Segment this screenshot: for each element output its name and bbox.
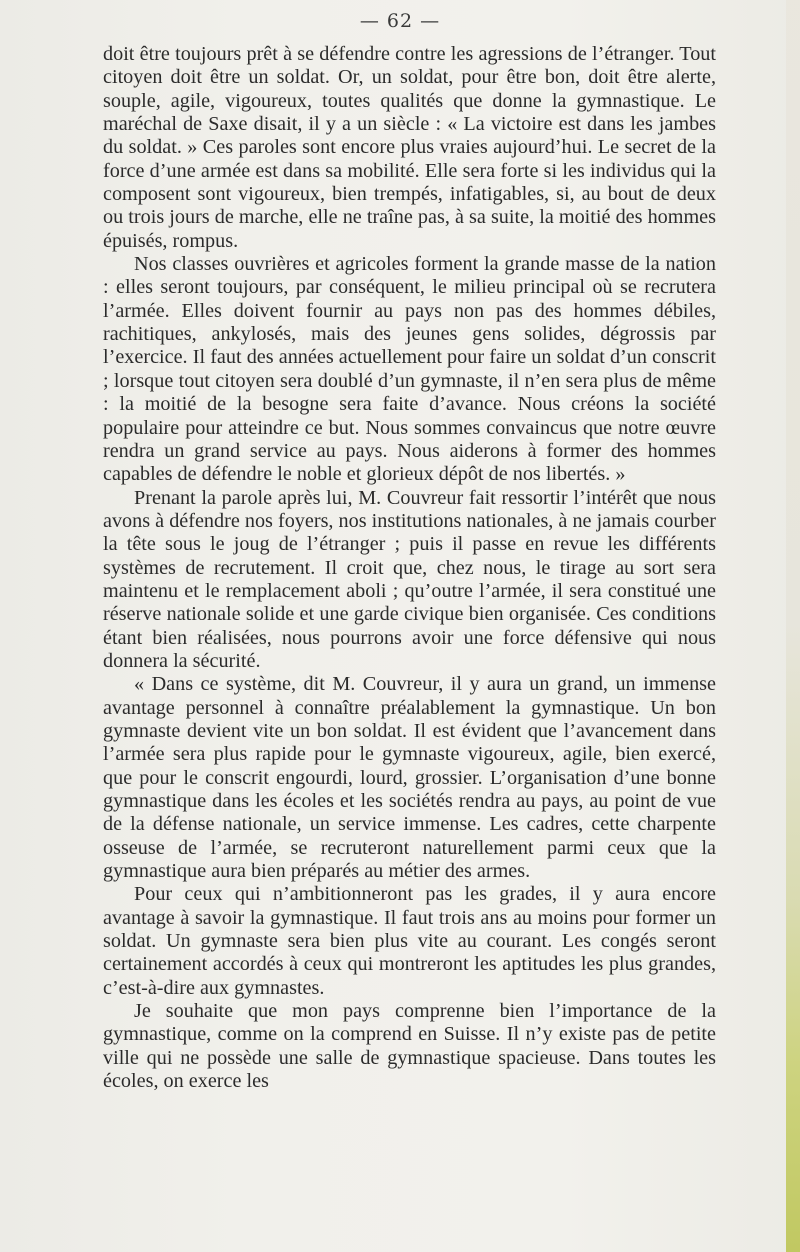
paragraph-1: doit être toujours prêt à se défendre contre les agressions de l’étranger. Tout citoyen doit être un soldat. Or, un soldat, pour être bon, doit être alerte, souple, agile, vigoureux, toutes qualités que donne la gymnastique. Le maréchal de Saxe disait, il y a un siècle : « La victoire est dans les jambes du soldat. » Ces paroles sont encore plus vraies aujourd’hui. Le secret de la force d’une armée est dans sa mobilité. Elle sera forte si les individus qui la composent sont vigoureux, bien trempés, infatigables, si, au bout de deux ou trois jours de marche, elle ne traîne pas, à sa suite, la moitié des hommes épuisés, rompus. — [103, 43, 716, 252]
page-number: — 62 — — [359, 10, 441, 32]
page-edge-stain — [786, 0, 800, 1252]
body-text — [103, 43, 716, 1093]
paragraph-5: Pour ceux qui n’ambitionneront pas les grades, il y aura encore avantage à savoir la gymnastique. Il faut trois ans au moins pour former un soldat. Un gymnaste sera bien plus vite au courant. Les congés seront certainement accordés à ceux qui montreront les aptitudes les plus grandes, c’est-à-dire aux gymnastes. — [103, 883, 716, 999]
paragraph-3: Prenant la parole après lui, M. Couvreur fait ressortir l’intérêt que nous avons à défendre nos foyers, nos institutions nationales, à ne jamais courber la tête sous le joug de l’étranger ; puis il passe en revue les différents systèmes de recrutement. Il croit que, chez nous, le tirage au sort sera maintenu et le remplacement aboli ; qu’outre l’armée, il sera constitué une réserve nationale solide et une garde civique bien organisée. Ces conditions étant bien réalisées, nous pourrons avoir une force défensive qui nous donnera la sécurité. — [103, 486, 716, 672]
paragraph-6: Je souhaite que mon pays comprenne bien l’importance de la gymnastique, comme on la comprend en Suisse. Il n’y existe pas de petite ville qui ne possède une salle de gymnastique spacieuse. Dans toutes les écoles, on exerce les — [103, 1000, 716, 1093]
paragraph-4: « Dans ce système, dit M. Couvreur, il y aura un grand, un immense avantage personnel à connaître préalablement la gymnastique. Un bon gymnaste devient vite un bon soldat. Il est évident que l’avancement dans l’armée sera plus rapide pour le gymnaste vigoureux, agile, bien exercé, que pour le conscrit engourdi, lourd, grossier. L’organisation d’une bonne gymnastique dans les écoles et les sociétés rendra au pays, au point de vue de la défense nationale, un service immense. Les cadres, cette charpente osseuse de l’armée, se recruteront naturellement parmi ceux que la gymnastique aura bien préparés au métier des armes. — [103, 673, 716, 883]
paragraph-2: Nos classes ouvrières et agricoles forment la grande masse de la nation : elles seront toujours, par conséquent, le milieu principal où se recrutera l’armée. Elles doivent fournir au pays non pas des hommes débiles, rachitiques, ankylosés, mais des jeunes gens solides, dégrossis par l’exercice. Il faut des années actuellement pour faire un soldat d’un conscrit ; lorsque tout citoyen sera doublé d’un gymnaste, il n’en sera plus de même : la moitié de la besogne sera faite d’avance. Nous créons la société populaire pour atteindre ce but. Nous sommes convaincus que notre œuvre rendra un grand service au pays. Nous aiderons à former des hommes capables de défendre le noble et glorieux dépôt de nos libertés. » — [103, 253, 716, 486]
